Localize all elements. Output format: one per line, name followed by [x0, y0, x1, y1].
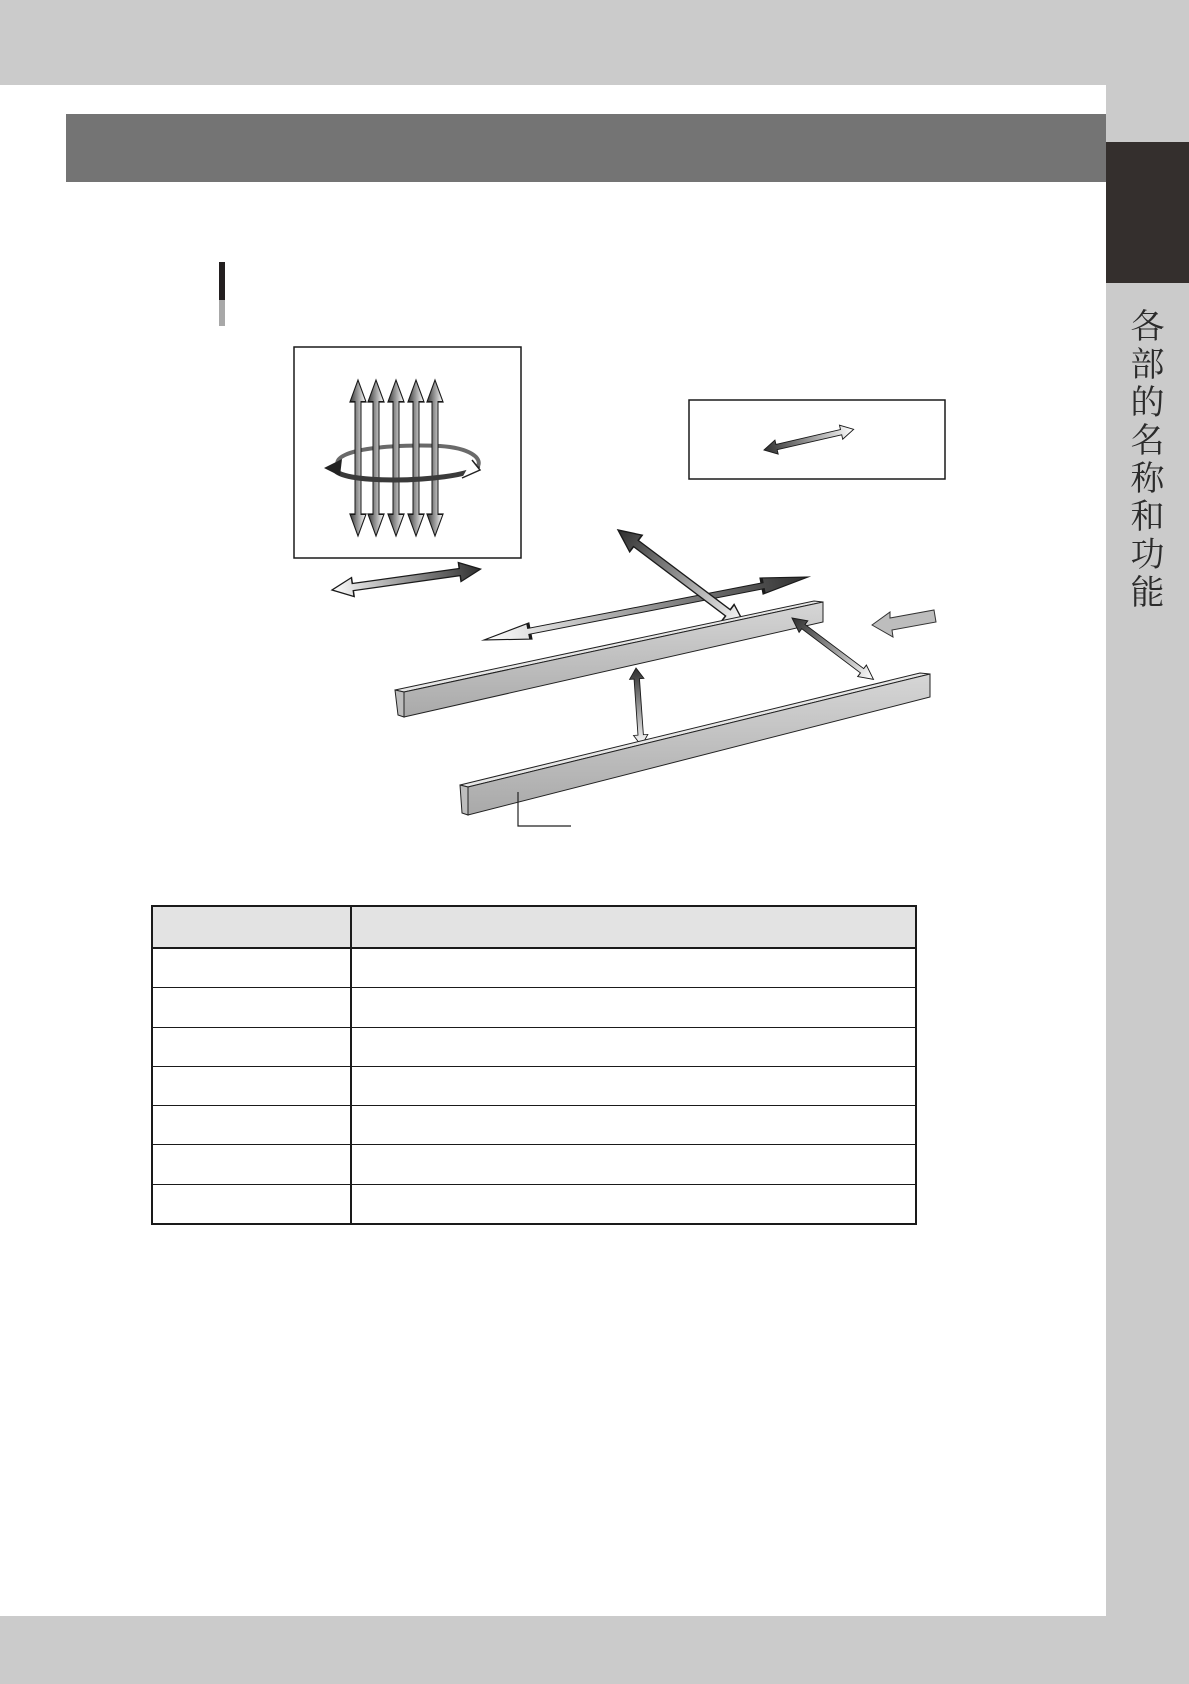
table-cell — [351, 948, 916, 988]
table-cell — [152, 1184, 351, 1224]
chapter-tab-char: 名 — [1130, 421, 1165, 461]
table-cell — [351, 1145, 916, 1184]
table-cell — [351, 1106, 916, 1145]
chapter-tab-char: 能 — [1130, 573, 1165, 613]
chapter-tab-char: 各 — [1130, 307, 1165, 347]
chapter-tab — [1106, 142, 1189, 283]
chapter-tab-char: 功 — [1130, 535, 1165, 575]
table-row — [152, 1027, 916, 1066]
table-cell — [152, 1106, 351, 1145]
table-cell — [351, 1066, 916, 1105]
table-cell — [351, 1184, 916, 1224]
table-cell — [152, 948, 351, 988]
page-sheet — [0, 85, 1106, 1616]
table-row — [152, 948, 916, 988]
table-row — [152, 1066, 916, 1105]
table-cell — [152, 1066, 351, 1105]
table-cell — [152, 988, 351, 1027]
section-marker — [219, 262, 225, 326]
table-cell — [152, 1145, 351, 1184]
table-row — [152, 988, 916, 1027]
chapter-tab-char: 和 — [1130, 497, 1165, 537]
table-row — [152, 1184, 916, 1224]
section-header-bar — [66, 114, 1106, 182]
table-header-cell — [351, 906, 916, 948]
chapter-tab-char: 的 — [1130, 383, 1165, 423]
chapter-tab-char: 称 — [1130, 459, 1165, 499]
table-row — [152, 1145, 916, 1184]
table-cell — [351, 988, 916, 1027]
table-header-cell — [152, 906, 351, 948]
chapter-tab-label — [1106, 308, 1189, 612]
table-row — [152, 1106, 916, 1145]
table-cell — [351, 1027, 916, 1066]
table-cell — [152, 1027, 351, 1066]
chapter-tab-char: 部 — [1130, 345, 1165, 385]
parts-table — [151, 905, 917, 1225]
table-header-row — [152, 906, 916, 948]
